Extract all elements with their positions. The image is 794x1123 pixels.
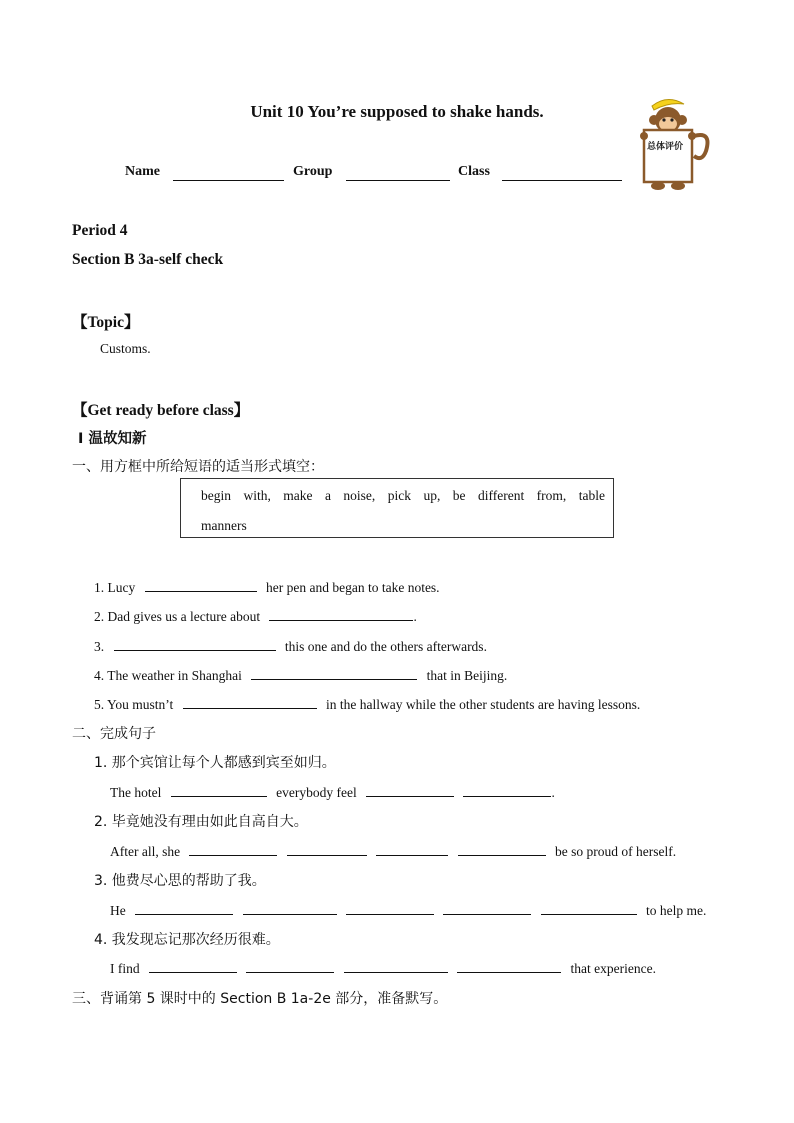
answer-blank[interactable] [145, 577, 257, 592]
answer-blank[interactable] [443, 900, 531, 915]
question-2 [94, 606, 417, 625]
sentence-3 [110, 900, 706, 919]
question-text-after: . [413, 609, 417, 624]
phrase-box-line2: manners [201, 518, 247, 533]
sentence-1-chinese: 1. 那个宾馆让每个人都感到宾至如归。 [94, 755, 336, 771]
sentence-start: The hotel [110, 785, 162, 800]
question-text-after: this one and do the others afterwards. [284, 639, 487, 654]
answer-blank[interactable] [171, 782, 267, 797]
answer-blank[interactable] [458, 841, 546, 856]
sentence-end: . [551, 785, 555, 800]
answer-blank[interactable] [183, 694, 317, 709]
answer-blank[interactable] [376, 841, 448, 856]
group-label: Group [293, 164, 333, 179]
question-number: 2. [94, 609, 105, 624]
question-text-after: in the hallway while the other students are having lessons. [326, 697, 641, 712]
part3-instruction: 三、背诵第 5 课时中的 Section B 1a-2e 部分，准备默写。 [72, 991, 448, 1007]
answer-blank[interactable] [366, 782, 454, 797]
sentence-2-chinese: 2. 毕竟她没有理由如此自高自大。 [94, 814, 308, 830]
question-number: 4. [94, 668, 105, 683]
name-blank[interactable] [173, 166, 284, 181]
section-heading: Section B 3a-self check [72, 251, 224, 268]
question-4 [94, 665, 507, 684]
answer-blank[interactable] [346, 900, 434, 915]
sentence-start: I find [110, 961, 140, 976]
question-5 [94, 694, 640, 713]
part1-instruction: 一、用方框中所给短语的适当形式填空： [72, 459, 324, 475]
answer-blank[interactable] [114, 636, 276, 651]
question-text-before: You mustn’t [107, 697, 174, 712]
topic-text: Customs. [100, 341, 151, 356]
sentence-1 [110, 782, 555, 801]
answer-blank[interactable] [189, 841, 277, 856]
phrase-box [180, 478, 614, 538]
answer-blank[interactable] [541, 900, 637, 915]
question-text-after: her pen and began to take notes. [266, 580, 440, 595]
class-label: Class [458, 164, 490, 179]
question-number: 5. [94, 697, 105, 712]
answer-blank[interactable] [463, 782, 551, 797]
answer-blank[interactable] [135, 900, 233, 915]
sentence-start: He [110, 903, 126, 918]
class-blank[interactable] [502, 166, 622, 181]
page-title: Unit 10 You’re supposed to shake hands. [250, 102, 544, 121]
question-text-after: that in Beijing. [426, 668, 508, 683]
sentence-3-chinese: 3. 他费尽心思的帮助了我。 [94, 873, 266, 889]
sentence-mid: everybody feel [276, 785, 357, 800]
answer-blank[interactable] [251, 665, 417, 680]
question-text-before: The weather in Shanghai [107, 668, 242, 683]
answer-blank[interactable] [457, 958, 561, 973]
get-ready-heading: 【Get ready before class】 [72, 402, 250, 419]
period-heading: Period 4 [72, 222, 128, 239]
answer-blank[interactable] [269, 606, 413, 621]
review-subheading: I 温故知新 [78, 431, 147, 447]
sentence-start: After all, she [110, 844, 181, 859]
question-3 [94, 636, 487, 655]
answer-blank[interactable] [287, 841, 367, 856]
sentence-end: to help me. [646, 903, 707, 918]
answer-blank[interactable] [243, 900, 337, 915]
sentence-end: be so proud of herself. [554, 844, 677, 859]
badge-text: 总体评价 [647, 142, 684, 152]
sentence-4-chinese: 4. 我发现忘记那次经历很难。 [94, 932, 280, 948]
group-blank[interactable] [346, 166, 450, 181]
phrase-box-line1: begin with, make a noise, pick up, be different from, table [201, 488, 605, 503]
answer-blank[interactable] [344, 958, 448, 973]
sentence-2 [110, 841, 676, 860]
answer-blank[interactable] [246, 958, 334, 973]
topic-heading: 【Topic】 [72, 314, 140, 331]
question-number: 1. [94, 580, 105, 595]
sentence-4 [110, 958, 656, 977]
question-number: 3. [94, 639, 105, 654]
name-label: Name [125, 164, 160, 179]
question-text-before: Lucy [107, 580, 136, 595]
question-1 [94, 577, 440, 596]
sentence-end: that experience. [570, 961, 656, 976]
part2-instruction: 二、完成句子 [72, 726, 156, 742]
question-text-before: Dad gives us a lecture about [107, 609, 261, 624]
answer-blank[interactable] [149, 958, 237, 973]
